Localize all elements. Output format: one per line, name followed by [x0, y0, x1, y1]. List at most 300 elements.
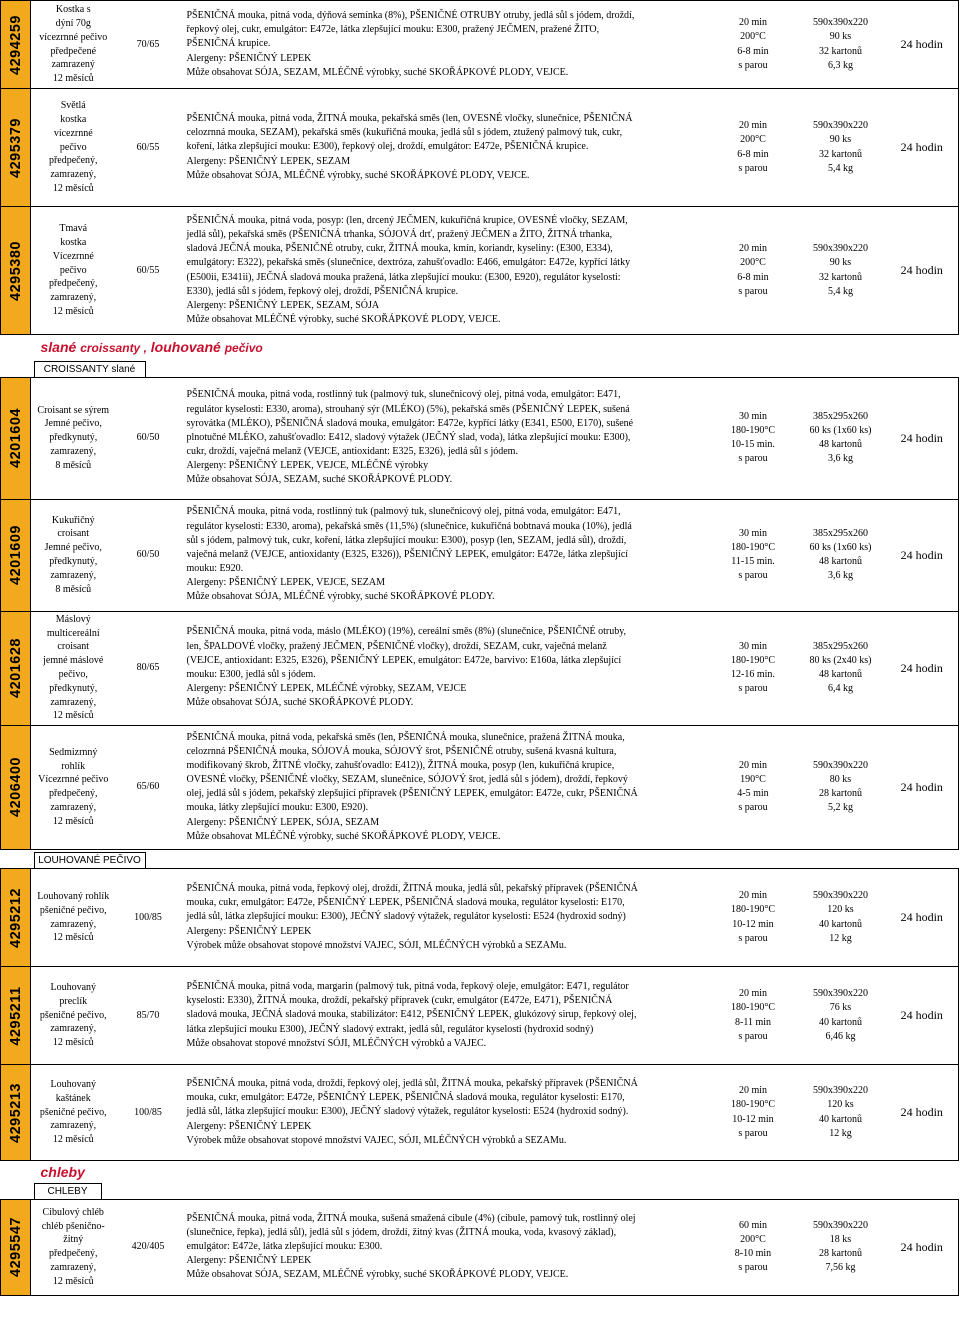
baking-line: 20 min: [738, 890, 768, 902]
packaging-line: 6,4 kg: [828, 683, 853, 695]
product-name-line: zamrazený,: [50, 918, 97, 930]
baking-instructions-cell: [711, 869, 796, 967]
product-code-cell: [1, 1199, 31, 1295]
product-row: [1, 1199, 959, 1295]
ingredients-line: PŠENIČNÁ mouka, pitná voda, ŽITNÁ mouka, pekařská směs (len, OVESNÉ vločky, slunečnice, PŠENIČNÁ: [186, 113, 633, 125]
product-name-cell: [31, 725, 116, 850]
product-weight-ratio: 60/55: [136, 264, 160, 276]
product-name-line: Louhovaný: [50, 982, 97, 993]
product-name-line: zamrazený,: [50, 292, 97, 304]
product-name-line: předpečený,: [48, 155, 98, 167]
product-name-line: pečivo: [59, 141, 87, 153]
product-ingredients-cell: [181, 611, 711, 725]
ingredients-line: Může obsahovat stopové množství SÓJI, MLÉČNÝCH výrobků a VAJEC.: [186, 1037, 487, 1049]
packaging-line: 18 ks: [829, 1233, 852, 1245]
product-code-cell: [1, 89, 31, 207]
baking-line: 20 min: [738, 243, 768, 255]
ingredients-line: (E500ii, E341ii), JEČNÁ sladová mouka pražená, látka zlepšující mouku: (E300, E920), regulátor kyselosti:: [186, 271, 621, 283]
subsection-label: LOUHOVANÉ PEČIVO: [34, 852, 146, 868]
baking-line: s parou: [738, 932, 768, 944]
section-title-part: croissanty ,: [80, 340, 147, 355]
shelf-life-cell: 24 hodin: [886, 967, 959, 1065]
ingredients-line: regulátor kyselosti: E330, aroma), strouhaný sýr (MLÉKO) (5%), pekařská směs (PŠENIČNÝ LEPEK, sušená: [186, 403, 630, 415]
packaging-cell: [796, 499, 886, 611]
ingredients-line: Alergeny: PŠENIČNÝ LEPEK: [186, 52, 312, 64]
product-weight-ratio: 65/60: [136, 781, 160, 793]
product-name-line: vícezrnné: [53, 127, 93, 139]
packaging-line: 40 kartonů: [818, 1016, 863, 1028]
packaging-line: 590x390x220: [813, 759, 868, 771]
ingredients-line: mouka, látky zlepšující mouku: E300, E920).: [186, 802, 369, 814]
packaging-line: 5,2 kg: [828, 802, 853, 814]
ingredients-line: mouku: E920.: [186, 563, 244, 575]
section-header-bread: [1, 1161, 959, 1183]
baking-line: s parou: [738, 1127, 768, 1139]
baking-instructions-cell: [711, 207, 796, 335]
product-code: 4295379: [7, 117, 24, 178]
product-name-line: zamrazený,: [50, 169, 97, 181]
packaging-line: 5,4 kg: [828, 162, 853, 174]
section-title-part: louhované: [150, 338, 221, 355]
packaging-line: 90 ks: [829, 134, 852, 146]
ingredients-line: PŠENIČNÁ mouka, pitná voda, ŽITNÁ mouka, sušená smažená cibule (4%) (cibule, pamový tuk, rostlinný olej: [186, 1212, 636, 1224]
packaging-line: 3,6 kg: [828, 453, 853, 465]
packaging-line: 590x390x220: [813, 890, 868, 902]
product-name-line: Jemné pečivo,: [44, 542, 102, 554]
product-name-line: Světlá: [60, 100, 86, 112]
packaging-line: 90 ks: [829, 257, 852, 269]
baking-line: 30 min: [738, 640, 768, 652]
ingredients-line: Může obsahovat SÓJA, MLÉČNÉ výrobky, suché SKOŘÁPKOVÉ PLODY, VEJCE.: [186, 169, 530, 181]
ingredients-line: Alergeny: PŠENIČNÝ LEPEK, VEJCE, MLÉČNÉ výrobky: [186, 460, 429, 472]
product-name-line: preclík: [59, 995, 88, 1007]
baking-instructions-cell: [711, 611, 796, 725]
product-name-line: zamrazený,: [50, 696, 97, 708]
shelf-life-cell: 24 hodin: [886, 725, 959, 850]
product-code: 4201604: [7, 408, 24, 468]
product-name-cell: [31, 1, 116, 89]
ingredients-line: cukr, droždí, vaječná melanž (VEJCE, antioxidant: E325, E326), jedlá sůl s jódem.: [186, 446, 518, 458]
product-name-line: 8 měsíců: [55, 583, 92, 595]
baking-line: 180-190°C: [731, 904, 775, 916]
packaging-cell: [796, 207, 886, 335]
shelf-life-cell: 24 hodin: [886, 1065, 959, 1161]
baking-line: 180-190°C: [731, 1002, 775, 1014]
baking-line: 20 min: [738, 759, 768, 771]
baking-line: 200°C: [740, 1233, 766, 1245]
shelf-life-cell: 24 hodin: [886, 89, 959, 207]
product-name-line: předkynutý,: [49, 432, 98, 444]
packaging-line: 3,6 kg: [828, 570, 853, 582]
baking-line: 180-190°C: [731, 1099, 775, 1111]
packaging-line: 48 kartonů: [818, 439, 863, 450]
product-name-line: Louhovaný rohlík: [37, 890, 110, 902]
product-name-line: kostka: [60, 237, 87, 248]
product-name-line: předkynutý,: [49, 556, 98, 567]
packaging-line: 40 kartonů: [818, 918, 863, 930]
product-name-line: Máslový: [55, 613, 91, 625]
packaging-line: 60 ks (1x60 ks): [809, 541, 872, 553]
product-ingredients-cell: [181, 1199, 711, 1295]
product-row: [1, 377, 959, 499]
subsection-croissants: [1, 359, 959, 378]
baking-line: 11-15 min.: [731, 556, 775, 567]
product-name-line: zamrazený,: [50, 802, 97, 814]
ingredients-line: kyselosti: E330), ŽITNÁ mouka, droždí, pekařský přípravek (cukr, emulgátor (E472e, E471), PŠENIČNÁ: [186, 995, 613, 1007]
baking-line: 8-11 min: [734, 1016, 771, 1028]
ingredients-line: Může obsahovat SÓJA, SEZAM, MLÉČNÉ výrobky, suché SKOŘÁPKOVÉ PLODY, VEJCE.: [186, 66, 569, 78]
product-ingredients-cell: [181, 499, 711, 611]
product-name-line: croisant: [57, 641, 90, 653]
packaging-line: 28 kartonů: [818, 1248, 863, 1260]
product-code-cell: [1, 1065, 31, 1161]
baking-line: 30 min: [738, 410, 768, 422]
product-name-line: kaštánek: [55, 1092, 91, 1104]
ingredients-line: Výrobek může obsahovat stopové množství VAJEC, SÓJI, MLÉČNÝCH výrobků a SEZAMu.: [186, 1134, 567, 1146]
product-name-cell: [31, 611, 116, 725]
shelf-life-cell: 24 hodin: [886, 869, 959, 967]
product-weight-ratio: 60/55: [136, 141, 160, 153]
product-weight-ratio: 80/65: [136, 662, 160, 673]
product-row: [1, 725, 959, 850]
product-name-line: Sedmizrnný: [49, 746, 98, 758]
baking-line: 190°C: [740, 774, 766, 786]
baking-line: 6-8 min: [737, 148, 769, 160]
product-name-line: předpečený,: [48, 278, 98, 290]
product-weight-ratio: 70/65: [136, 38, 160, 50]
product-name-line: rohlík: [61, 760, 86, 772]
product-name-line: pečivo,: [58, 669, 88, 680]
packaging-cell: [796, 1199, 886, 1295]
product-name-line: chléb pšenično-: [41, 1220, 105, 1232]
product-name-line: dýní 70g: [55, 17, 91, 29]
product-name-line: croisant: [57, 528, 90, 540]
section-title: [1, 336, 959, 358]
product-name-line: 8 měsíců: [55, 459, 92, 471]
product-name-line: pšeničné pečivo,: [39, 1106, 107, 1118]
ingredients-line: Alergeny: PŠENIČNÝ LEPEK, SÓJA, SEZAM: [186, 816, 380, 828]
baking-line: 6-8 min: [737, 45, 769, 57]
product-code: 4295212: [7, 887, 24, 948]
packaging-cell: [796, 967, 886, 1065]
product-name-line: 12 měsíců: [52, 1275, 94, 1287]
product-name-line: 12 měsíců: [52, 815, 94, 827]
ingredients-line: Může obsahovat SÓJA, SEZAM, MLÉČNÉ výrobky, suché SKOŘÁPKOVÉ PLODY, VEJCE.: [186, 1269, 569, 1281]
ingredients-line: mouku: E300, jedlá sůl s jódem.: [186, 669, 316, 680]
product-name-line: předkynutý,: [49, 682, 98, 694]
ingredients-line: Alergeny: PŠENIČNÝ LEPEK, MLÉČNÉ výrobky, SEZAM, VEJCE: [186, 683, 467, 695]
ingredients-line: Může obsahovat SÓJA, MLÉČNÉ výrobky, suché SKOŘÁPKOVÉ PLODY.: [186, 591, 495, 603]
ingredients-line: celozrnná mouka, SEZAM), pekařská směs (kukuřičná mouka, jedlá sůl s jódem, ztužený palmový tuk, cukr,: [186, 127, 623, 139]
product-name-cell: [31, 869, 116, 967]
product-row: [1, 89, 959, 207]
baking-line: 8-10 min: [734, 1248, 772, 1260]
baking-line: s parou: [738, 285, 768, 297]
shelf-life-cell: 24 hodin: [886, 499, 959, 611]
packaging-line: 590x390x220: [813, 17, 868, 29]
ingredients-line: (VEJCE, antioxidant: E325, E326), PŠENIČNÝ LEPEK, emulgátor: E472e, barvivo: E160a, látka zlepšující: [186, 654, 622, 666]
product-row: [1, 499, 959, 611]
ingredients-line: Může obsahovat SÓJA, suché SKOŘÁPKOVÉ PLODY.: [186, 697, 414, 709]
packaging-cell: [796, 377, 886, 499]
ingredients-line: Alergeny: PŠENIČNÝ LEPEK, VEJCE, SEZAM: [186, 577, 386, 589]
product-name-line: kostka: [60, 114, 87, 125]
product-name-line: předpečené: [50, 45, 97, 57]
product-weight-ratio: 60/50: [136, 549, 160, 560]
product-ingredients-cell: [181, 1065, 711, 1161]
product-ingredients-cell: [181, 207, 711, 335]
packaging-line: 48 kartonů: [818, 556, 863, 567]
ingredients-line: koření, látka zlepšující mouku: E300), řepkový olej, droždí, emulgátor: E472e, PŠENIČNÁ krupice.: [186, 141, 589, 153]
product-code: 4295547: [7, 1217, 24, 1278]
packaging-line: 40 kartonů: [818, 1113, 863, 1125]
subsection-label: CHLEBY: [34, 1183, 102, 1199]
packaging-line: 5,4 kg: [828, 285, 853, 297]
baking-line: s parou: [738, 162, 768, 174]
product-name-cell: [31, 1199, 116, 1295]
product-weight-ratio: 100/85: [134, 1106, 162, 1118]
packaging-line: 76 ks: [829, 1002, 852, 1014]
product-name-line: předpečený,: [48, 788, 98, 800]
product-name-cell: [31, 89, 116, 207]
baking-instructions-cell: [711, 1065, 796, 1161]
product-name-line: Kostka s: [55, 4, 91, 16]
baking-instructions-cell: [711, 377, 796, 499]
product-name-line: 12 měsíců: [52, 305, 94, 317]
ingredients-line: jedlá sůl, látka zlepšující mouku: E300), JEČNÝ sladový výtažek, regulátor kyselosti: E524 (hydroxid sodný): [186, 911, 626, 923]
baking-line: s parou: [738, 683, 768, 695]
product-row: [1, 869, 959, 967]
ingredients-line: řepkový olej, cukr, emulgátor: E472e, látka zlepšující mouku: E300, pražený JEČMEN, pražené ŽITO,: [186, 24, 600, 36]
packaging-cell: [796, 89, 886, 207]
ingredients-line: látka zlepšující mouku E300), JEČNÝ sladový extrakt, jedlá sůl, regulátor kyselosti (hydroxid sodný): [186, 1023, 594, 1035]
product-code: 4295380: [7, 240, 24, 301]
product-weight-ratio: 100/85: [134, 911, 162, 923]
ingredients-line: emulgátory: E322), pekařská směs (slunečnice, dextróza, zahušťovadlo: E466, emulgátor: E472e, kypřící látky: [186, 257, 631, 269]
product-name-line: Tmavá: [59, 223, 88, 235]
product-name-cell: [31, 377, 116, 499]
baking-line: 180-190°C: [731, 654, 775, 666]
ingredients-line: Alergeny: PŠENIČNÝ LEPEK: [186, 1120, 312, 1132]
ingredients-line: Alergeny: PŠENIČNÝ LEPEK, SEZAM, SÓJA: [186, 299, 380, 311]
product-name-line: Louhovaný: [50, 1079, 97, 1090]
section-header-salty: [1, 335, 959, 359]
product-name-line: 12 měsíců: [52, 1134, 94, 1146]
product-name-line: pečivo: [59, 264, 87, 276]
packaging-line: 385x295x260: [813, 527, 868, 539]
section-title: chleby: [40, 1164, 85, 1180]
ingredients-line: Alergeny: PŠENIČNÝ LEPEK: [186, 925, 312, 937]
product-row: [1, 1, 959, 89]
product-name-line: zamrazený,: [50, 1023, 97, 1035]
product-weight-ratio: 420/405: [131, 1241, 165, 1253]
product-ingredients-cell: [181, 1, 711, 89]
packaging-line: 32 kartonů: [818, 271, 863, 283]
product-name-line: vícezrnné pečivo: [39, 31, 108, 43]
product-code-cell: [1, 207, 31, 335]
baking-line: 10-12 min: [732, 918, 774, 930]
baking-line: 12-16 min.: [731, 669, 775, 680]
product-name-line: zamrazený,: [50, 1120, 97, 1132]
baking-line: 200°C: [740, 257, 766, 269]
product-row: [1, 1065, 959, 1161]
product-name-line: Jemné pečivo,: [44, 418, 102, 430]
baking-line: 200°C: [740, 31, 766, 43]
product-code: 4201628: [7, 638, 24, 698]
baking-line: s parou: [738, 802, 768, 814]
product-name-line: Kukuřičný: [51, 514, 95, 526]
product-name-line: zamrazený,: [50, 445, 97, 457]
ingredients-line: Alergeny: PŠENIČNÝ LEPEK: [186, 1255, 312, 1267]
shelf-life-cell: 24 hodin: [886, 207, 959, 335]
packaging-line: 385x295x260: [813, 410, 868, 422]
product-code: 4295211: [7, 985, 24, 1046]
baking-line: 10-12 min: [732, 1113, 774, 1125]
ingredients-line: olej, jedlá sůl s jódem, pekařský zlepšující přípravek (PŠENIČNÝ LEPEK, emulgátor: E472e, cukr, PŠENIČNÁ: [186, 788, 638, 800]
shelf-life-cell: 24 hodin: [886, 611, 959, 725]
product-ingredients-cell: [181, 89, 711, 207]
baking-line: 180-190°C: [731, 541, 775, 553]
baking-line: 10-15 min.: [731, 439, 775, 450]
ingredients-line: jedlá sůl, látka zlepšující mouku: E300), JEČNÝ sladový výtažek, regulátor kyselosti: E524 (hydroxid sodný).: [186, 1106, 629, 1118]
product-name-line: předpečený,: [48, 1248, 98, 1260]
ingredients-line: emulgátor: E472e, látka zlepšující mouku: E300.: [186, 1241, 383, 1252]
ingredients-line: mouka, cukr, emulgátor: E472e, PŠENIČNÝ LEPEK, PŠENIČNÁ sladová mouka, regulátor kyselosti: E170,: [186, 897, 625, 909]
ingredients-line: PŠENIČNÁ mouka, pitná voda, rostlinný tuk (palmový tuk, slunečnicový olej, pitná voda, emulgátor: E471,: [186, 506, 621, 518]
baking-instructions-cell: [711, 967, 796, 1065]
product-code-cell: [1, 499, 31, 611]
subsection-louhovane: [1, 850, 959, 869]
ingredients-line: PŠENIČNÁ mouka, pitná voda, rostlinný tuk (palmový tuk, slunečnicový olej, pitná voda, emulgátor: E471,: [186, 389, 621, 401]
ingredients-line: mouka, cukr, emulgátor: E472e, PŠENIČNÝ LEPEK, PŠENIČNÁ sladová mouka, regulátor kyselosti: E170,: [186, 1092, 625, 1104]
ingredients-line: Může obsahovat MLÉČNÉ výrobky, suché SKOŘÁPKOVÉ PLODY, VEJCE.: [186, 830, 501, 842]
product-code-cell: [1, 725, 31, 850]
product-code: 4294259: [7, 14, 24, 75]
product-code-cell: [1, 1, 31, 89]
baking-line: 200°C: [740, 134, 766, 146]
packaging-cell: [796, 611, 886, 725]
ingredients-line: vaječná melanž (VEJCE, antioxidanty (E325, E326)), PŠENIČNÝ LEPEK, emulgátor: E472e, látka zlepšující: [186, 548, 629, 560]
ingredients-line: modifikovaný škrob, ŽITNÉ vločky, zahušťovadlo: E412)), ŽITNÁ mouka, posyp (len, kukuřičná krupice,: [186, 759, 615, 771]
packaging-line: 90 ks: [829, 31, 852, 43]
ingredients-line: PŠENIČNÁ krupice.: [186, 38, 271, 50]
packaging-line: 590x390x220: [813, 1219, 868, 1231]
packaging-line: 6,46 kg: [825, 1030, 856, 1042]
product-name-cell: [31, 1065, 116, 1161]
ingredients-line: OVESNÉ vločky, PŠENIČNÉ vločky, SEZAM, slunečnice, SÓJOVÝ šrot, jedlá sůl s jódem), droždí, řepkový: [186, 774, 628, 786]
ingredients-line: sůl s jódem, palmový tuk, cukr, koření, látka zlepšující mouku: E300), posyp (len, SEZAM, jedlá sůl), droždí,: [186, 534, 627, 546]
product-name-line: 12 měsíců: [52, 1037, 94, 1049]
packaging-line: 80 ks (2x40 ks): [809, 654, 872, 666]
product-name-line: Vícezrnné pečivo: [38, 774, 109, 786]
subsection-bread: [1, 1183, 959, 1200]
product-name-line: zamrazený: [51, 59, 95, 71]
ingredients-line: PŠENIČNÁ mouka, pitná voda, margarin (palmový tuk, pitná voda, řepkový oleje, emulgátor: E471, regulátor: [186, 981, 629, 993]
ingredients-line: len, ŠPALDOVÉ vločky, pražený JEČMEN, PŠENIČNÉ vločky), droždí, SEZAM, cukr, vaječná melanž: [186, 640, 607, 652]
baking-line: s parou: [738, 1030, 768, 1042]
packaging-line: 590x390x220: [813, 243, 868, 255]
product-name-line: pšeničné pečivo,: [39, 1009, 107, 1021]
product-weight-ratio: 85/70: [136, 1009, 160, 1021]
packaging-cell: [796, 1065, 886, 1161]
product-name-line: 12 měsíců: [52, 710, 94, 722]
baking-line: s parou: [738, 453, 768, 465]
product-code-cell: [1, 611, 31, 725]
ingredients-line: PŠENIČNÁ mouka, pitná voda, droždí, řepkový olej, jedlá sůl, ŽITNÁ mouka, pekařský přípravek (PŠENIČNÁ: [186, 1078, 638, 1090]
product-name-line: Vícezrnné: [52, 250, 94, 262]
product-ingredients-cell: [181, 725, 711, 850]
product-code: 4295213: [7, 1082, 24, 1143]
ingredients-line: Může obsahovat SÓJA, SEZAM, suché SKOŘÁPKOVÉ PLODY.: [186, 474, 453, 486]
product-code: 4206400: [7, 757, 24, 818]
ingredients-line: sladová mouka, JEČNÁ sladová mouka, stabilizátor: E412, PŠENIČNÝ LEPEK, glukózový sirup, řepkový olej,: [186, 1009, 637, 1021]
shelf-life-cell: 24 hodin: [886, 1199, 959, 1295]
shelf-life-cell: 24 hodin: [886, 1, 959, 89]
packaging-cell: [796, 725, 886, 850]
ingredients-line: PŠENIČNÁ mouka, pitná voda, posyp: (len, drcený JEČMEN, kukuřičná krupice, OVESNÉ vločky, SEZAM,: [186, 214, 628, 226]
product-weight-ratio: 60/50: [136, 432, 160, 443]
packaging-line: 385x295x260: [813, 640, 868, 652]
baking-instructions-cell: [711, 89, 796, 207]
baking-instructions-cell: [711, 499, 796, 611]
product-name-cell: [31, 499, 116, 611]
packaging-line: 48 kartonů: [818, 669, 863, 680]
packaging-line: 80 ks: [829, 774, 852, 786]
product-row: [1, 207, 959, 335]
packaging-line: 60 ks (1x60 ks): [809, 424, 872, 436]
product-ingredients-cell: [181, 869, 711, 967]
product-name-line: zamrazený,: [50, 1261, 97, 1273]
baking-line: s parou: [738, 1262, 768, 1274]
ingredients-line: PŠENIČNÁ mouka, pitná voda, pekařská směs (len, PŠENIČNÁ mouka, slunečnice, pražená ŽITNÁ mouka,: [186, 731, 625, 743]
ingredients-line: PŠENIČNÁ mouka, pitná voda, řepkový olej, droždí, ŽITNÁ mouka, jedlá sůl, pekařský přípravek (PŠENIČNÁ: [186, 883, 638, 895]
product-name-line: 12 měsíců: [52, 73, 94, 85]
packaging-line: 32 kartonů: [818, 45, 863, 57]
baking-line: 30 min: [738, 527, 768, 539]
baking-line: 20 min: [738, 988, 768, 1000]
product-row: [1, 967, 959, 1065]
product-name-line: zamrazený,: [50, 569, 97, 581]
ingredients-line: sladová JEČNÁ mouka, PŠENIČNÉ otruby, cukr, ŽITNÁ mouka, kmín, koriandr, kyseliny: (E300, E334),: [186, 243, 613, 255]
ingredients-line: PŠENIČNÁ mouka, pitná voda, dýňová semínka (8%), PŠENIČNÉ OTRUBY otruby, jedlá sůl s jódem, droždí,: [186, 10, 635, 22]
ingredients-line: (slunečnice, řepka), jedlá sůl), jedlá sůl s jódem, droždí, žitný kvas (ŽITNÁ mouka, voda, kvasový základ),: [186, 1226, 617, 1238]
packaging-line: 7,56 kg: [825, 1262, 856, 1274]
ingredients-line: Alergeny: PŠENIČNÝ LEPEK, SEZAM: [186, 155, 351, 167]
packaging-line: 6,3 kg: [828, 59, 853, 71]
product-name-line: 12 měsíců: [52, 182, 94, 194]
product-name-line: žitný: [63, 1234, 84, 1246]
product-ingredients-cell: [181, 377, 711, 499]
product-code: 4201609: [7, 525, 24, 585]
ingredients-line: syrovátka (MLÉKO), PŠENIČNÁ sladová mouka, emulgátor: E472e, kypřící látky (E341, E500, E170), sušené: [186, 417, 634, 429]
packaging-line: 590x390x220: [813, 120, 868, 132]
baking-instructions-cell: [711, 725, 796, 850]
ingredients-line: plnotučné MLÉKO, zahušťovadlo: E412, sladový výtažek (JEČNÝ slad, voda), látka zlepšující mouku: E300),: [186, 431, 631, 443]
subsection-label: CROISSANTY slané: [34, 361, 146, 377]
packaging-line: 12 kg: [829, 932, 852, 944]
ingredients-line: Může obsahovat MLÉČNÉ výrobky, suché SKOŘÁPKOVÉ PLODY, VEJCE.: [186, 314, 501, 326]
baking-line: 20 min: [738, 120, 768, 132]
product-name-cell: [31, 967, 116, 1065]
packaging-line: 590x390x220: [813, 1085, 868, 1097]
baking-line: 20 min: [738, 1085, 768, 1097]
baking-line: s parou: [738, 59, 768, 71]
product-name-line: jemné máslové: [43, 655, 104, 667]
product-name-line: Cibulový chléb: [42, 1206, 104, 1218]
baking-line: 60 min: [738, 1219, 768, 1231]
section-title-part: pečivo: [224, 340, 263, 355]
product-name-line: 12 měsíců: [52, 932, 94, 944]
